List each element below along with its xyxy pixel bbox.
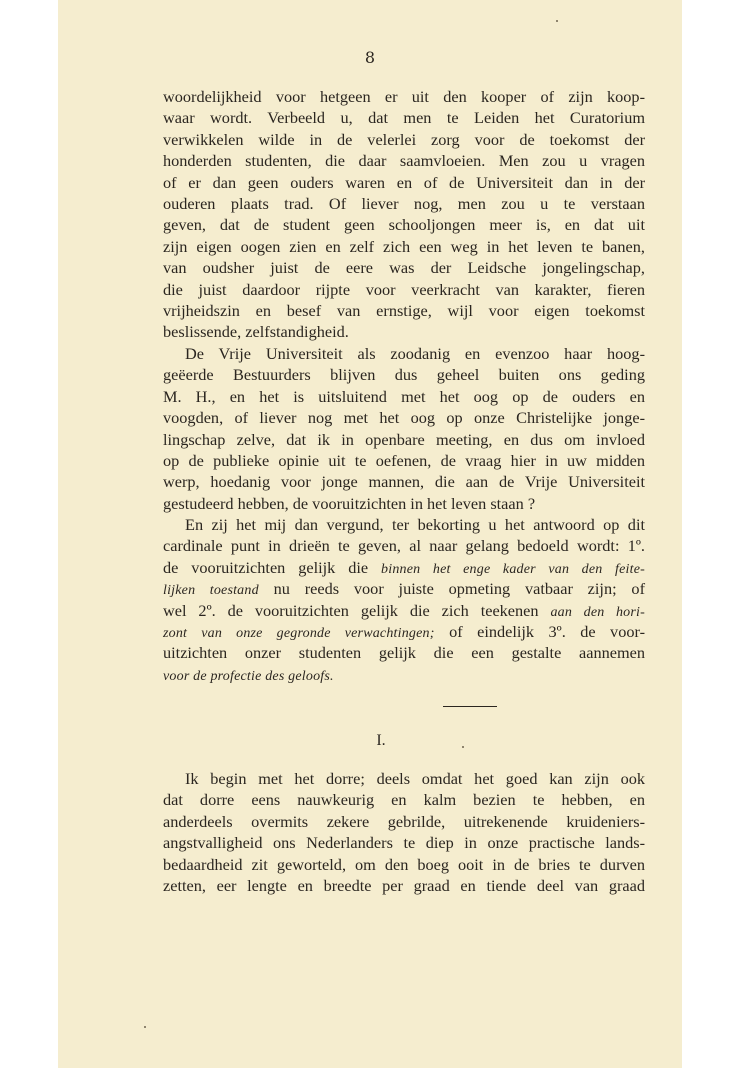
text-line: En zij het mij dan vergund, ter bekorting u het antwoord op dit: [185, 515, 645, 534]
text-line: waar wordt. Verbeeld u, dat men te Leiden het Curatorium: [163, 108, 645, 128]
section-heading: I.: [376, 732, 386, 749]
text-span: wel 2º. de vooruitzichten gelijk die zich teekenen: [163, 600, 539, 620]
text-line: honderden studenten, die daar saamvloeien. Men zou u vragen: [163, 151, 645, 171]
text-span: nu reeds voor juiste opmeting vatbaar zijn; of: [273, 579, 645, 599]
text-line: [163, 664, 645, 685]
text-line: anderdeels overmits zekere gebrilde, uitrekenende kruideniers-: [163, 811, 645, 831]
text-line: De Vrije Universiteit als zoodanig en evenzoo haar hoog-: [185, 344, 645, 363]
text-line: verwikkelen wilde in de velerlei zorg voor de toekomst der: [163, 129, 645, 149]
paragraph-4: [163, 768, 645, 896]
text-span: of eindelijk 3º. de voor-: [449, 621, 645, 641]
paragraph-3: [163, 514, 645, 685]
book-page: [58, 0, 682, 1068]
text-line: werp, hoedanig voor jonge mannen, die aan de Vrije Universiteit: [163, 472, 645, 492]
text-line: dat dorre eens nauwkeurig en kalm bezien te hebben, en: [163, 790, 645, 810]
text-line: [163, 600, 645, 621]
italic-phrase: aan den hori-: [550, 604, 645, 620]
text-line: voogden, of liever nog met het oog op onze Christelijke jonge-: [163, 408, 645, 428]
text-line: ouderen plaats trad. Of liever nog, men zou u te verstaan: [163, 193, 645, 213]
italic-phrase: voor de profectie des geloofs.: [163, 668, 334, 684]
paragraph-2: [163, 343, 645, 514]
text-line: van oudsher juist de eere was der Leidsche jongelingschap,: [163, 258, 645, 278]
italic-phrase: binnen het enge kader van den feite-: [381, 561, 645, 577]
text-line: [163, 621, 645, 642]
page-number: 8: [364, 48, 376, 67]
text-line: op de publieke opinie uit te oefenen, de vraag hier in uw midden: [163, 450, 645, 470]
text-line: woordelijkheid voor hetgeen er uit den kooper of zijn koop-: [163, 87, 645, 106]
text-line: zetten, eer lengte en breedte per graad en tiende deel van graad: [163, 875, 645, 895]
text-line: vrijheidszin en besef van ernstige, wijl voor eigen toekomst: [163, 300, 645, 320]
italic-phrase: zont van onze gegronde verwachtingen;: [163, 625, 435, 641]
text-line: zijn eigen oogen zien en zelf zich een weg in het leven te banen,: [163, 236, 645, 256]
text-line: cardinale punt in drieën te geven, al naar gelang bedoeld wordt: 1º.: [163, 536, 645, 556]
text-line: geven, dat de student geen schooljongen meer is, en dat uit: [163, 215, 645, 235]
italic-phrase: lijken toestand: [163, 583, 259, 599]
text-line: angstvalligheid ons Nederlanders te diep in onze practische lands-: [163, 833, 645, 853]
text-line: Ik begin met het dorre; deels omdat het goed kan zijn ook: [185, 769, 645, 788]
paragraph-1: [163, 86, 645, 343]
text-line: gestudeerd hebben, de vooruitzichten in het leven staan ?: [163, 493, 536, 513]
text-line: geëerde Bestuurders blijven dus geheel buiten ons geding: [163, 365, 645, 385]
text-line: of er dan geen ouders waren en of de Universiteit dan in der: [163, 172, 645, 192]
text-line: bedaardheid zit geworteld, om den boeg ooit in de bries te durven: [163, 854, 645, 874]
paper-speck: [144, 1026, 146, 1028]
paper-speck: [556, 20, 558, 22]
text-line: M. H., en het is uitsluitend met het oog op de ouders en: [163, 386, 645, 406]
paper-speck: [462, 746, 464, 748]
text-line: beslissende, zelfstandigheid.: [163, 322, 349, 342]
text-line: uitzichten onzer studenten gelijk die een gestalte aannemen: [163, 643, 645, 663]
text-line: lingschap zelve, dat ik in openbare meeting, en dus om invloed: [163, 429, 645, 449]
text-span: de vooruitzichten gelijk die: [163, 557, 369, 577]
text-line: die juist daardoor rijpte voor veerkracht van karakter, fieren: [163, 279, 645, 299]
text-line: [163, 578, 645, 599]
text-line: [163, 557, 645, 578]
section-divider: [443, 706, 497, 707]
